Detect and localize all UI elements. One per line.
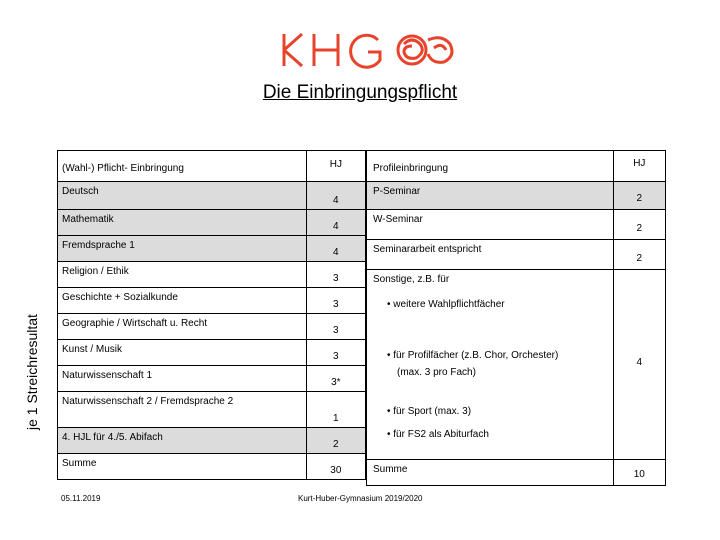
table-row	[58, 236, 366, 262]
row-hj: 3*	[331, 377, 341, 388]
header-subject: (Wahl-) Pflicht- Einbringung	[62, 162, 184, 174]
page-title: Die Einbringungspflicht	[262, 82, 458, 103]
sonstige-label: Sonstige, z.B. für	[373, 274, 450, 285]
row-hj: 3	[333, 325, 339, 336]
row-subject: Deutsch	[62, 186, 99, 197]
header-hj: HJ	[633, 158, 646, 169]
table-row	[367, 270, 666, 460]
row-hj: 2	[333, 439, 339, 450]
table-row	[58, 314, 366, 340]
seminararbeit-hj: 2	[636, 253, 643, 264]
seminararbeit-label: Seminararbeit entspricht	[373, 244, 482, 255]
summe-hj: 10	[633, 469, 645, 480]
school-logo	[280, 30, 460, 70]
mandatory-table	[57, 150, 366, 480]
table-row	[367, 460, 666, 486]
table-row	[367, 210, 666, 240]
bullet-fs2: • für FS2 als Abiturfach	[387, 429, 489, 440]
row-subject: Summe	[62, 458, 97, 469]
footer-date: 05.11.2019	[61, 494, 101, 503]
row-subject: Naturwissenschaft 2 / Fremdsprache 2	[62, 396, 234, 407]
summe-label: Summe	[373, 464, 408, 475]
row-subject: 4. HJL für 4./5. Abifach	[62, 432, 163, 443]
table-row	[58, 428, 366, 454]
w-seminar-hj: 2	[636, 223, 643, 234]
row-hj: 3	[333, 299, 339, 310]
table-row	[58, 210, 366, 236]
table-row	[58, 182, 366, 210]
row-hj: 30	[330, 465, 342, 476]
row-hj: 3	[333, 273, 339, 284]
row-subject: Kunst / Musik	[62, 344, 123, 355]
row-subject: Mathematik	[62, 214, 114, 225]
table-row	[58, 392, 366, 428]
bullet-sport: • für Sport (max. 3)	[387, 406, 472, 417]
row-hj: 4	[333, 221, 339, 232]
row-hj: 3	[333, 351, 339, 362]
p-seminar-label: P-Seminar	[373, 186, 421, 197]
bullet-profilfaecher-max: (max. 3 pro Fach)	[397, 367, 476, 378]
side-label: je 1 Streichresultat	[24, 314, 40, 430]
table-row	[58, 366, 366, 392]
row-subject: Fremdsprache 1	[62, 240, 135, 251]
table-row	[58, 454, 366, 480]
footer-school: Kurt-Huber-Gymnasium 2019/2020	[298, 494, 423, 503]
header-profile: Profileinbringung	[373, 162, 449, 174]
row-hj: 4	[333, 247, 339, 258]
table-row	[367, 240, 666, 270]
row-subject: Religion / Ethik	[62, 266, 129, 277]
table-row	[58, 340, 366, 366]
row-subject: Geographie / Wirtschaft u. Recht	[62, 318, 208, 329]
sonstige-hj: 4	[636, 356, 643, 368]
row-hj: 4	[333, 195, 339, 206]
bullet-wahlpflicht: • weitere Wahlpflichtfächer	[387, 299, 505, 310]
header-hj: HJ	[329, 159, 342, 170]
profile-table	[366, 150, 666, 486]
table-header	[367, 151, 666, 182]
row-hj: 1	[333, 413, 339, 424]
p-seminar-hj: 2	[636, 193, 643, 204]
table-row	[367, 182, 666, 210]
row-subject: Naturwissenschaft 1	[62, 370, 153, 381]
table-header	[58, 151, 366, 182]
w-seminar-label: W-Seminar	[373, 214, 423, 225]
row-subject: Geschichte + Sozialkunde	[62, 292, 178, 303]
table-row	[58, 262, 366, 288]
table-row	[58, 288, 366, 314]
bullet-profilfaecher: • für Profilfächer (z.B. Chor, Orchester)	[387, 350, 559, 361]
